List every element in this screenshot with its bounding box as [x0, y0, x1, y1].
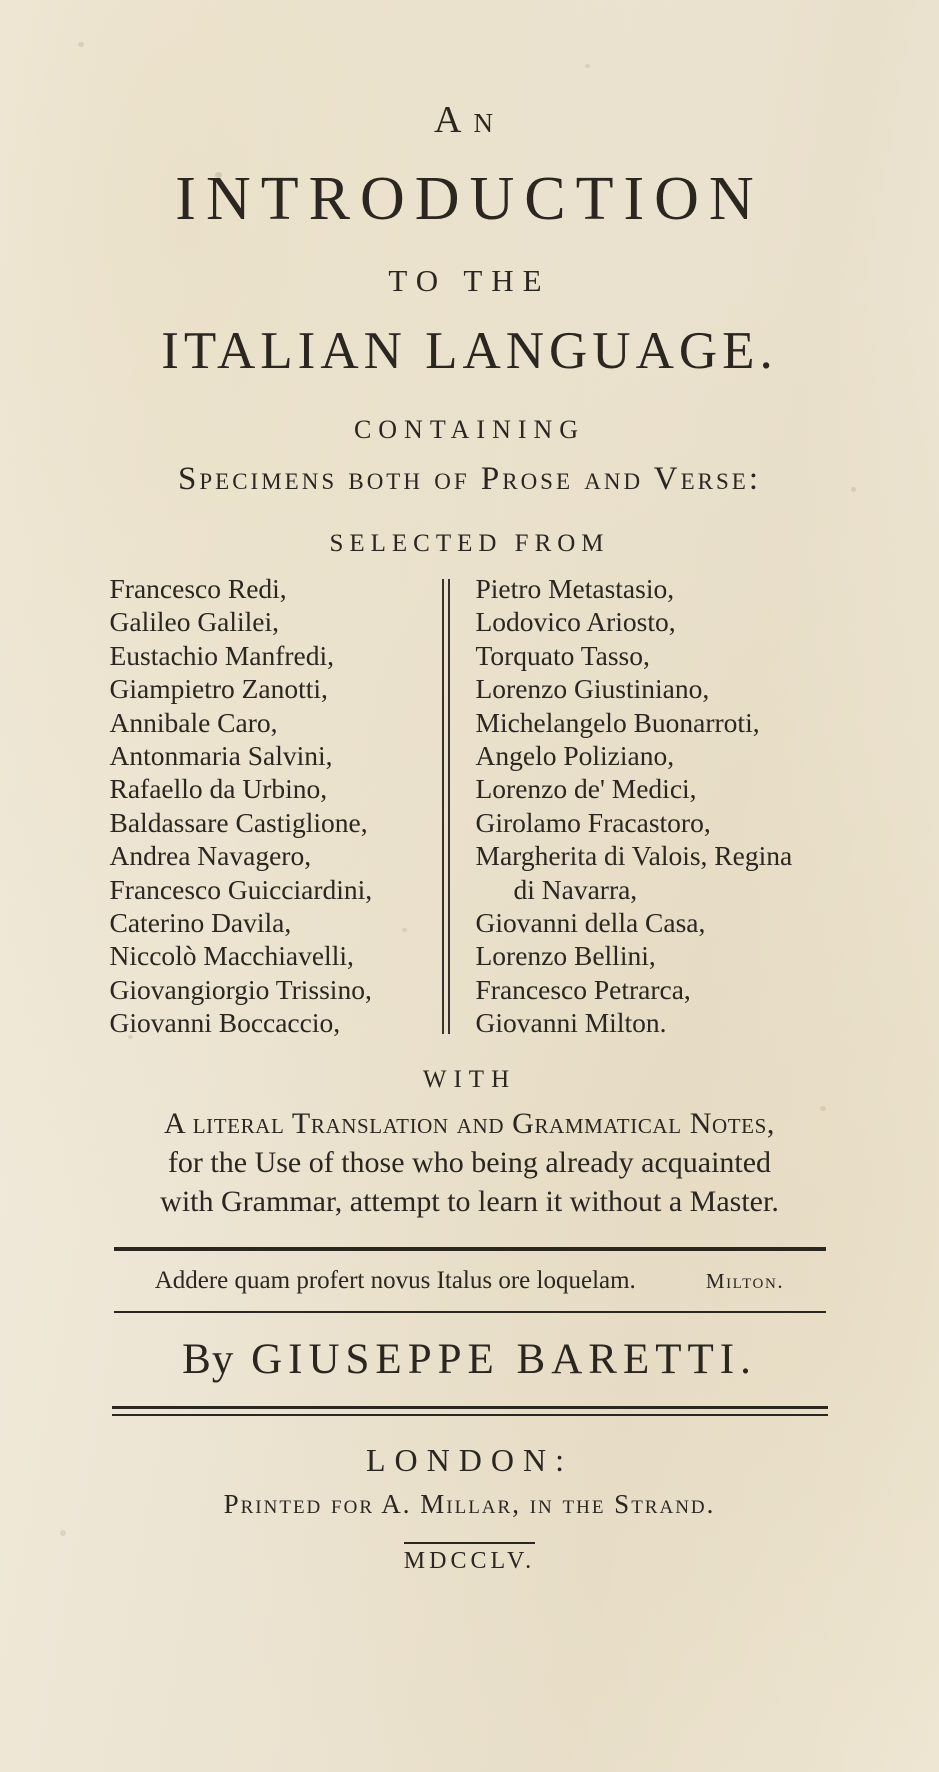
author-by: By — [182, 1335, 235, 1383]
rule-above-motto — [114, 1247, 826, 1251]
list-item: Rafaello da Urbino, — [109, 773, 328, 805]
list-item: Girolamo Fracastoro, — [475, 806, 711, 838]
list-item: Margherita di Valois, Regina — [475, 840, 793, 872]
list-item: Annibale Caro, — [109, 706, 278, 738]
label-selected-from: SELECTED FROM — [329, 530, 610, 557]
list-item: Pietro Metastasio, — [475, 573, 675, 604]
list-item: Angelo Poliziano, — [475, 740, 675, 772]
imprint-printer — [0, 1489, 939, 1520]
list-item: Andrea Navagero, — [109, 840, 312, 872]
author-column-left — [104, 572, 440, 1040]
title-to-the: TO THE — [388, 263, 551, 298]
author-credit — [0, 1335, 939, 1384]
list-item: Caterino Davila, — [109, 907, 292, 939]
list-item: Giovanni della Casa, — [475, 907, 706, 939]
title-an: An — [434, 99, 505, 141]
motto-text: Addere quam profert novus Italus ore loquelam. — [154, 1266, 636, 1294]
list-item: Francesco Guicciardini, — [109, 873, 373, 905]
list-item: Francesco Petrarca, — [475, 973, 691, 1005]
title-italian-language: ITALIAN LANGUAGE. — [161, 322, 778, 380]
description-line-1: A literal Translation and Grammatical Notes, — [163, 1106, 775, 1140]
rule-pair-below-author — [0, 1406, 939, 1416]
label-with: WITH — [422, 1065, 517, 1093]
list-item: Lorenzo Bellini, — [475, 940, 656, 972]
description-block — [0, 1104, 939, 1221]
list-item: Lorenzo Giustiniano, — [475, 673, 710, 705]
imprint-city: LONDON: — [366, 1441, 573, 1478]
list-item: Baldassare Castiglione, — [109, 806, 368, 838]
list-item: Giovangiorgio Trissino, — [109, 973, 372, 1005]
list-item: Lodovico Ariosto, — [475, 606, 676, 638]
imprint-year: MDCCLV. — [404, 1542, 535, 1575]
rule-below-motto — [114, 1311, 826, 1313]
imprint-printer-text: Printed for A. Millar, in the Strand. — [223, 1488, 716, 1519]
list-item: Antonmaria Salvini, — [109, 740, 333, 772]
list-item: Giovanni Milton. — [475, 1007, 667, 1039]
column-divider-rules — [440, 575, 452, 1040]
list-item: Lorenzo de' Medici, — [475, 773, 697, 805]
motto-line — [0, 1267, 939, 1295]
list-item: Torquato Tasso, — [475, 639, 650, 671]
description-line-3: with Grammar, attempt to learn it without a Master. — [160, 1184, 779, 1218]
list-item: di Navarra, — [513, 873, 638, 905]
motto-attribution: Milton. — [705, 1268, 785, 1293]
list-item: Eustachio Manfredi, — [109, 639, 335, 671]
author-list — [0, 572, 939, 1040]
imprint-year-wrap — [0, 1530, 939, 1575]
description-line-2: for the Use of those who being already acquainted — [167, 1145, 772, 1179]
label-containing: CONTAINING — [353, 415, 586, 444]
list-item: Giovanni Boccaccio, — [109, 1007, 341, 1039]
list-item: Galileo Galilei, — [109, 606, 280, 638]
list-item: Francesco Redi, — [109, 573, 287, 604]
title-introduction: INTRODUCTION — [175, 165, 764, 233]
list-item: Giampietro Zanotti, — [109, 673, 328, 705]
line-specimens: Specimens both of Prose and Verse: — [178, 461, 761, 497]
list-item: Niccolò Macchiavelli, — [109, 940, 354, 972]
author-name: GIUSEPPE BARETTI. — [251, 1335, 757, 1383]
author-column-right — [452, 572, 836, 1040]
list-item: Michelangelo Buonarroti, — [475, 706, 760, 738]
